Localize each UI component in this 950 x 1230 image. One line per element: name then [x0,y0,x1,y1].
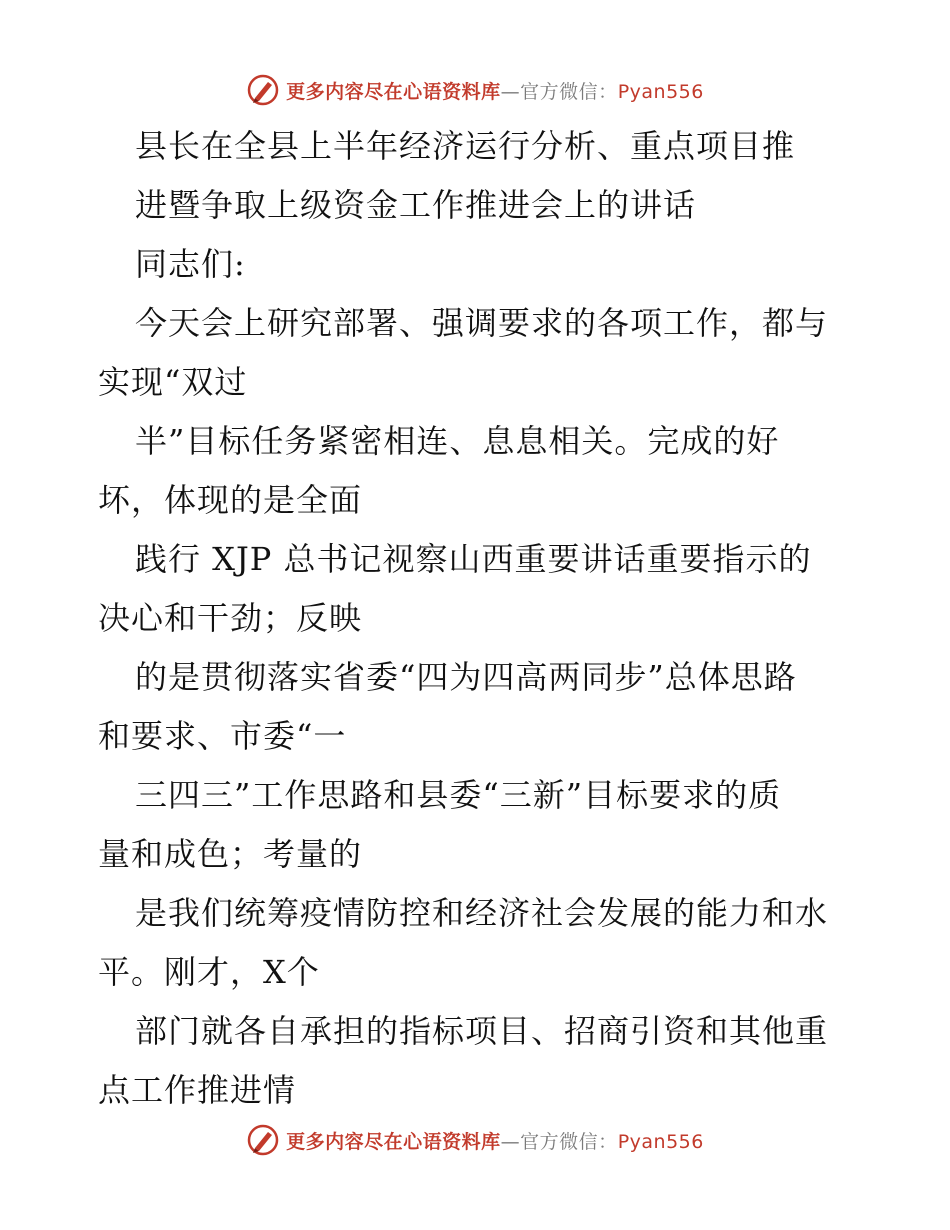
salutation: 同志们: [135,245,246,283]
body-line: 部门就各自承担的指标项目、招商引资和其他重 [135,1012,829,1050]
body-line: 决心和干劲；反映 [98,599,363,637]
watermark-wechat-id: Pyan556 [617,80,704,103]
pen-logo-icon [246,73,280,107]
watermark-text [286,1127,704,1154]
body-line: 实现“双过 [98,363,248,401]
watermark-dash: — [500,80,521,103]
body-line: 坏，体现的是全面 [98,481,363,519]
body-line: 的是贯彻落实省委“四为四高两同步”总体思路 [135,658,797,696]
body-line: 平。刚才，X个 [98,953,320,991]
pen-logo-icon [246,1123,280,1157]
watermark-brand: 更多内容尽在心语资料库 [286,1130,501,1153]
watermark-text [286,77,704,104]
watermark-label: 官方微信： [520,1130,618,1153]
header-watermark [0,70,950,110]
body-line: 量和成色；考量的 [98,835,363,873]
watermark-brand: 更多内容尽在心语资料库 [286,80,501,103]
footer-watermark [0,1120,950,1160]
body-line: 点工作推进情 [98,1071,297,1109]
body-line: 和要求、市委“一 [98,717,347,755]
watermark-wechat-id: Pyan556 [617,1130,704,1153]
body-line: 三四三”工作思路和县委“三新”目标要求的质 [135,776,782,814]
body-line: 践行 XJP 总书记视察山西重要讲话重要指示的 [135,540,812,578]
document-title-line-1: 县长在全县上半年经济运行分析、重点项目推 [135,127,796,165]
body-line: 今天会上研究部署、强调要求的各项工作，都与 [135,304,829,342]
watermark-dash: — [500,1130,521,1153]
body-line: 是我们统筹疫情防控和经济社会发展的能力和水 [135,894,829,932]
watermark-label: 官方微信： [520,80,618,103]
document-title-line-2: 进暨争取上级资金工作推进会上的讲话 [135,186,697,224]
body-line: 半”目标任务紧密相连、息息相关。完成的好 [135,422,780,460]
